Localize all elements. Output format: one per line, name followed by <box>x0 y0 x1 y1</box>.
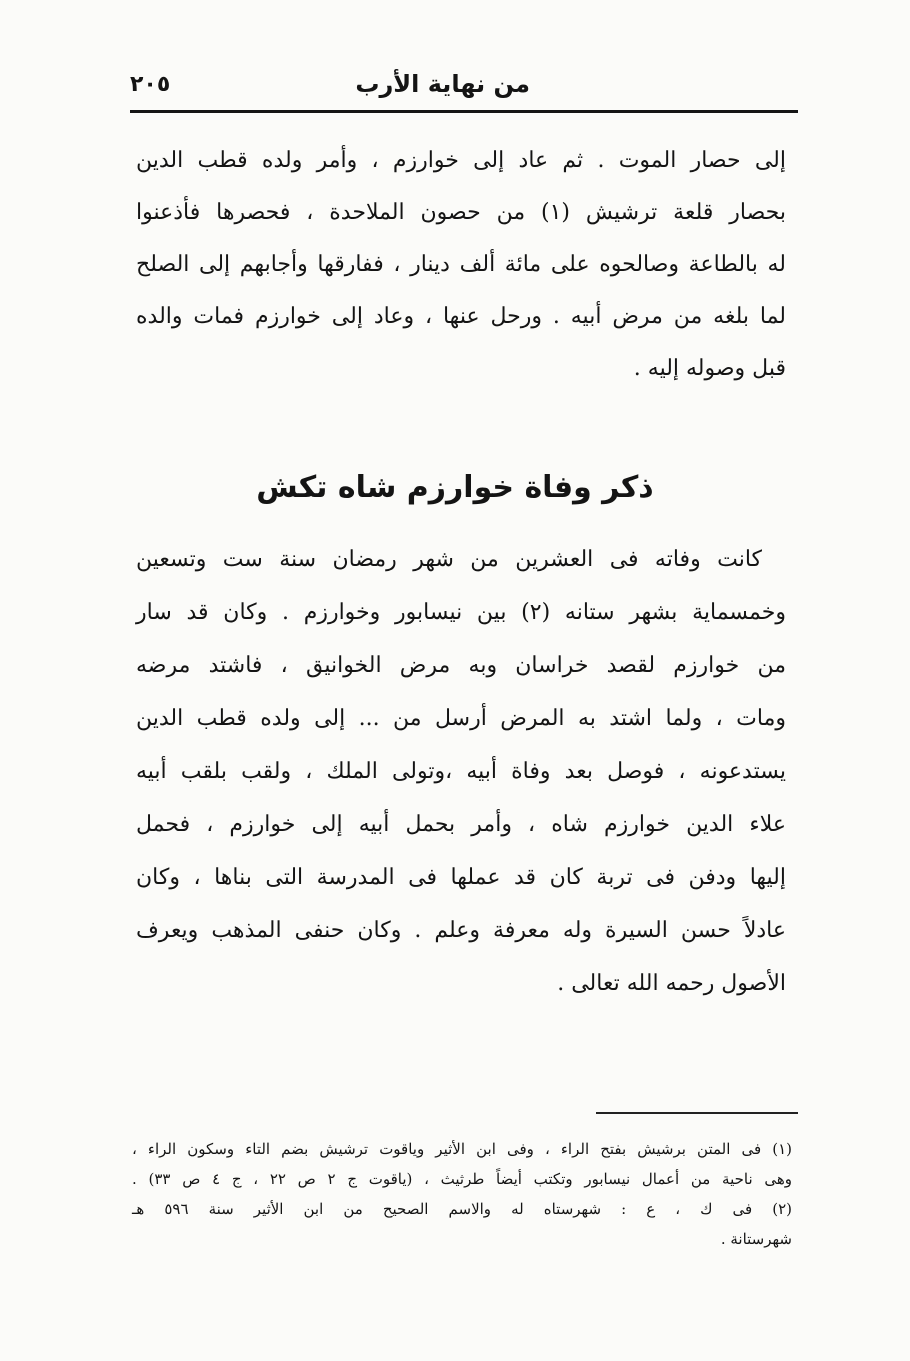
text-line: له بالطاعة وصالحوه على مائة ألف دينار ، ففارقها وأجابهم إلى الصلح <box>136 252 786 277</box>
footnotes <box>132 1138 792 1258</box>
paragraph-section <box>136 545 786 1022</box>
page-header <box>130 68 790 108</box>
text-line: يستدعونه ، فوصل بعد وفاة أبيه ،وتولى الملك ، ولقب بلقب أبيه <box>136 759 786 784</box>
page-number: ٢٠٥ <box>130 72 171 97</box>
running-title: من نهاية الأرب <box>355 70 530 98</box>
paragraph-continuation <box>136 146 786 406</box>
text-line: وخمسماية بشهر ستانه (٢) بين نيسابور وخوارزم . وكان قد سار <box>136 600 786 625</box>
text-line: إلى حصار الموت . ثم عاد إلى خوارزم ، وأمر ولده قطب الدين <box>136 148 786 173</box>
text-line: من خوارزم لقصد خراسان وبه مرض الخوانيق ، فاشتد مرضه <box>136 653 786 678</box>
footnote-line: شهرستانة . <box>720 1230 792 1248</box>
footnote-rule <box>596 1112 798 1114</box>
text-line: قبل وصوله إليه . <box>633 356 786 381</box>
header-rule <box>130 110 798 113</box>
footnote-line: (١) فى المتن برشيش بفتح الراء ، وفى ابن الأثير وياقوت ترشيش بضم التاء وسكون الراء ، <box>132 1140 792 1158</box>
text-line: ومات ، ولما اشتد به المرض أرسل من ... إلى ولده قطب الدين <box>136 706 786 731</box>
section-heading: ذكر وفاة خوارزم شاه تكش <box>256 470 654 505</box>
text-line: علاء الدين خوارزم شاه ، وأمر بحمل أبيه إلى خوارزم ، فحمل <box>136 812 786 837</box>
text-line: الأصول رحمه الله تعالى . <box>557 971 786 996</box>
text-line: بحصار قلعة ترشيش (١) من حصون الملاحدة ، فحصرها فأذعنوا <box>136 200 786 225</box>
footnote-line: وهى ناحية من أعمال نيسابور وتكتب أيضاً طرثيث ، (ياقوت ج ٢ ص ٢٢ ، ج ٤ ص ٣٣) . <box>132 1170 793 1188</box>
footnote-line: (٢) فى ك ، ع : شهرستاه له والاسم الصحيح من ابن الأثير سنة ٥٩٦ هـ <box>132 1200 792 1218</box>
text-line: لما بلغه من مرض أبيه . ورحل عنها ، وعاد إلى خوارزم فمات والده <box>136 304 786 329</box>
text-line: عادلاً حسن السيرة وله معرفة وعلم . وكان حنفى المذهب ويعرف <box>136 918 786 943</box>
text-line: إليها ودفن فى تربة كان قد عملها فى المدرسة التى بناها ، وكان <box>136 865 786 890</box>
text-line: كانت وفاته فى العشرين من شهر رمضان سنة ست وتسعين <box>136 547 762 572</box>
